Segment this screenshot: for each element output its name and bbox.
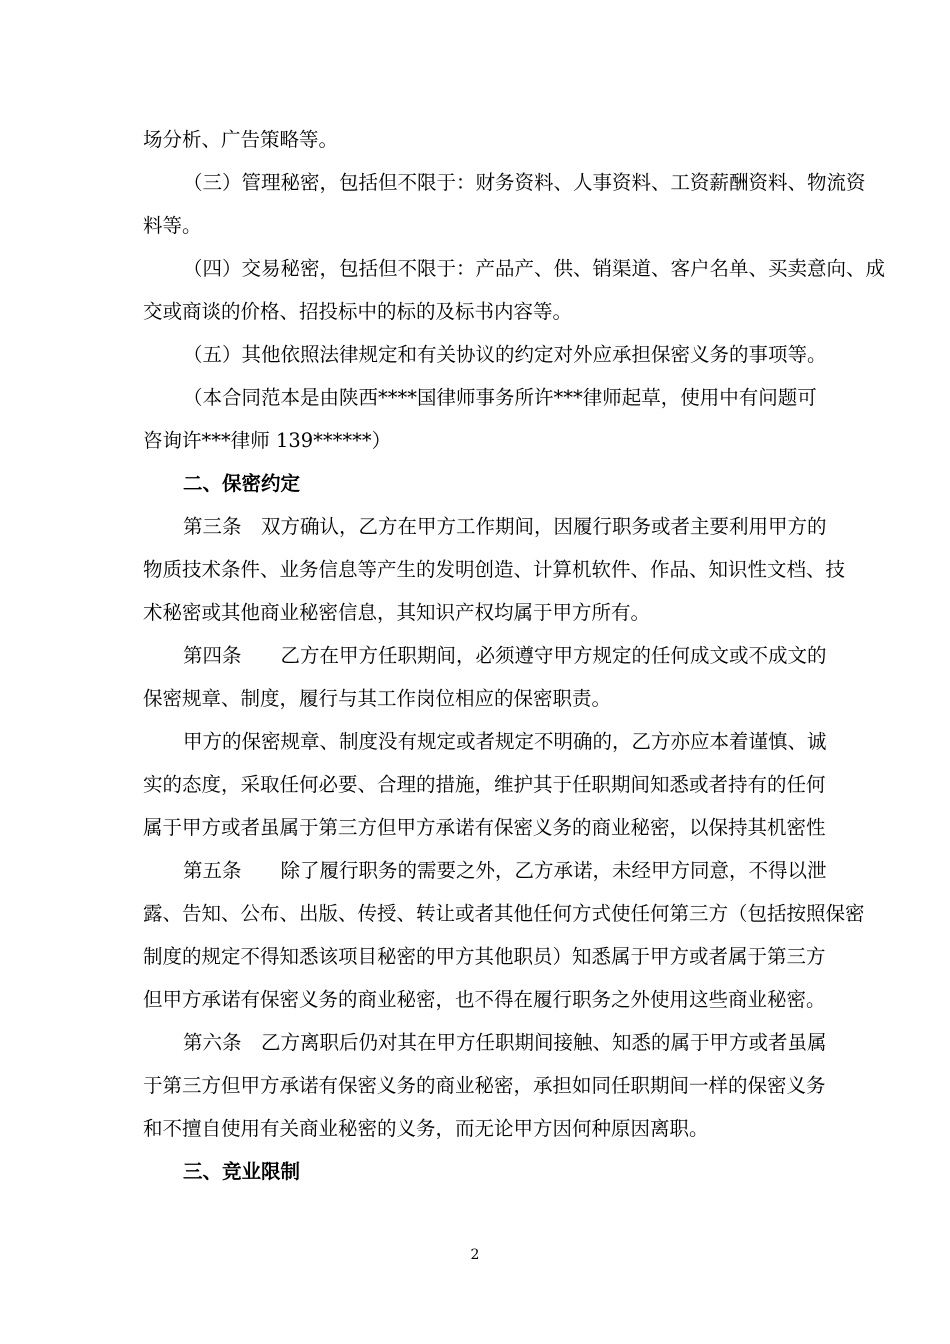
text-line: 物质技术条件、业务信息等产生的发明创造、计算机软件、作品、知识性文档、技 [143,558,846,581]
page-number: 2 [470,1247,480,1263]
text-line: 料等。 [143,214,202,237]
text-line: 甲方的保密规章、制度没有规定或者规定不明确的，乙方亦应本着谨慎、诚 [183,730,827,753]
text-line: 属于甲方或者虽属于第三方但甲方承诺有保密义务的商业秘密，以保持其机密性 [143,816,826,839]
text-line: 咨询许***律师 139******） [143,429,392,452]
text-line: 第三条 双方确认，乙方在甲方工作期间，因履行职务或者主要利用甲方的 [183,515,827,538]
text-line: 第五条 除了履行职务的需要之外，乙方承诺，未经甲方同意，不得以泄 [183,859,827,882]
text-line: 但甲方承诺有保密义务的商业秘密，也不得在履行职务之外使用这些商业秘密。 [143,988,826,1011]
text-line: 交或商谈的价格、招投标中的标的及标书内容等。 [143,300,573,323]
text-line: 和不擅自使用有关商业秘密的义务，而无论甲方因何种原因离职。 [143,1117,709,1140]
section-heading: 二、保密约定 [183,472,301,495]
text-line: 保密规章、制度，履行与其工作岗位相应的保密职责。 [143,687,612,710]
text-line: （三）管理秘密，包括但不限于：财务资料、人事资料、工资薪酬资料、物流资 [183,171,866,194]
text-line: （五）其他依照法律规定和有关协议的约定对外应承担保密义务的事项等。 [183,343,827,366]
text-line: 实的态度，采取任何必要、合理的措施，维护其于任职期间知悉或者持有的任何 [143,773,826,796]
section-heading: 三、竞业限制 [183,1160,301,1183]
text-line: 场分析、广告策略等。 [143,128,339,151]
text-line: 露、告知、公布、出版、传授、转让或者其他任何方式使任何第三方（包括按照保密 [143,902,865,925]
text-line: （本合同范本是由陕西****国律师事务所许***律师起草，使用中有问题可 [183,386,817,409]
text-line: 于第三方但甲方承诺有保密义务的商业秘密，承担如同任职期间一样的保密义务 [143,1074,826,1097]
text-line: 术秘密或其他商业秘密信息，其知识产权均属于甲方所有。 [143,601,651,624]
text-line: （四）交易秘密，包括但不限于：产品产、供、销渠道、客户名单、买卖意向、成 [183,257,886,280]
text-line: 制度的规定不得知悉该项目秘密的甲方其他职员）知悉属于甲方或者属于第三方 [143,945,826,968]
text-line: 第六条 乙方离职后仍对其在甲方任职期间接触、知悉的属于甲方或者虽属 [183,1031,827,1054]
text-line: 第四条 乙方在甲方任职期间，必须遵守甲方规定的任何成文或不成文的 [183,644,827,667]
document-body [143,118,886,1193]
